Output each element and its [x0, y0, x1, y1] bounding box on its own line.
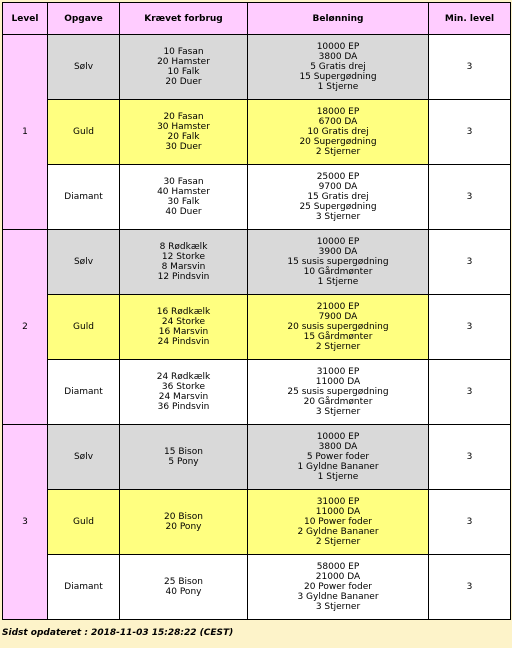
- reward-item: 31000 EP: [316, 497, 360, 507]
- reward-item: 6700 DA: [318, 117, 358, 127]
- min-level-cell: 3: [429, 555, 511, 620]
- reward-cell: [248, 490, 429, 555]
- reward-item: 15 Gårdmønter: [303, 332, 373, 342]
- reward-cell: [248, 35, 429, 100]
- table-row: [3, 35, 511, 100]
- header-belonning: Belønning: [248, 3, 429, 35]
- min-level-cell: 3: [429, 230, 511, 295]
- reward-item: 25000 EP: [316, 172, 360, 182]
- reward-item: 15 susis supergødning: [287, 257, 389, 267]
- min-level-cell: 3: [429, 425, 511, 490]
- table-row: [3, 360, 511, 425]
- reward-item: 3 Stjerner: [315, 407, 361, 417]
- reward-item: 3 Stjerner: [315, 602, 361, 612]
- reward-item: 15 Gratis drej: [307, 192, 369, 202]
- table-row: [3, 165, 511, 230]
- required-cell: [120, 165, 248, 230]
- required-item: 30 Hamster: [157, 122, 210, 132]
- level-cell: 2: [3, 230, 48, 425]
- required-item: 30 Falk: [167, 197, 200, 207]
- reward-item: 10 Gratis drej: [307, 127, 369, 137]
- required-item: 24 Pindsvin: [157, 337, 210, 347]
- required-item: 30 Duer: [165, 142, 202, 152]
- required-item: 5 Pony: [168, 457, 199, 467]
- task-cell: Diamant: [48, 165, 120, 230]
- table-row: [3, 295, 511, 360]
- required-item: 24 Storke: [161, 317, 206, 327]
- reward-cell: [248, 555, 429, 620]
- required-item: 20 Duer: [165, 77, 202, 87]
- required-cell: [120, 35, 248, 100]
- reward-item: 20 susis supergødning: [287, 322, 389, 332]
- required-cell: [120, 360, 248, 425]
- required-item: 20 Hamster: [157, 57, 210, 67]
- rewards-table: [2, 2, 511, 620]
- reward-item: 3 Gyldne Bananer: [297, 592, 379, 602]
- reward-item: 5 Power foder: [306, 452, 370, 462]
- required-item: 20 Falk: [167, 132, 200, 142]
- min-level-cell: 3: [429, 35, 511, 100]
- required-item: 36 Pindsvin: [157, 402, 210, 412]
- required-item: 15 Bison: [164, 447, 203, 457]
- header-level: Level: [3, 3, 48, 35]
- required-item: 40 Hamster: [157, 187, 210, 197]
- required-item: 20 Pony: [165, 522, 202, 532]
- reward-item: 10 Gårdmønter: [303, 267, 373, 277]
- required-item: 16 Marsvin: [158, 327, 209, 337]
- reward-item: 31000 EP: [316, 367, 360, 377]
- required-item: 25 Bison: [164, 577, 203, 587]
- required-cell: [120, 100, 248, 165]
- reward-item: 1 Stjerne: [317, 82, 359, 92]
- reward-item: 21000 EP: [316, 302, 360, 312]
- header-minlevel: Min. level: [429, 3, 511, 35]
- reward-cell: [248, 295, 429, 360]
- reward-cell: [248, 360, 429, 425]
- required-item: 24 Rødkælk: [156, 372, 211, 382]
- reward-item: 20 Power foder: [303, 582, 372, 592]
- reward-item: 15 Supergødning: [299, 72, 377, 82]
- reward-item: 3 Stjerner: [315, 212, 361, 222]
- task-cell: Diamant: [48, 360, 120, 425]
- last-updated: Sidst opdateret : 2018-11-03 15:28:22 (CEST): [2, 628, 234, 638]
- required-cell: [120, 230, 248, 295]
- required-item: 20 Bison: [164, 512, 203, 522]
- reward-item: 2 Gyldne Bananer: [297, 527, 379, 537]
- reward-item: 2 Stjerner: [315, 147, 361, 157]
- reward-item: 1 Stjerne: [317, 277, 359, 287]
- required-cell: [120, 555, 248, 620]
- reward-item: 1 Gyldne Bananer: [297, 462, 379, 472]
- min-level-cell: 3: [429, 490, 511, 555]
- min-level-cell: 3: [429, 360, 511, 425]
- task-cell: Guld: [48, 100, 120, 165]
- table-body: [3, 35, 511, 620]
- task-cell: Sølv: [48, 425, 120, 490]
- required-item: 40 Duer: [165, 207, 202, 217]
- reward-item: 10000 EP: [316, 432, 360, 442]
- min-level-cell: 3: [429, 100, 511, 165]
- level-cell: 1: [3, 35, 48, 230]
- required-item: 24 Marsvin: [158, 392, 209, 402]
- reward-cell: [248, 165, 429, 230]
- reward-item: 11000 DA: [315, 507, 361, 517]
- reward-item: 10000 EP: [316, 237, 360, 247]
- reward-item: 25 Supergødning: [299, 202, 377, 212]
- reward-item: 20 Supergødning: [299, 137, 377, 147]
- required-cell: [120, 490, 248, 555]
- table-row: [3, 230, 511, 295]
- reward-item: 3800 DA: [318, 442, 358, 452]
- required-item: 36 Storke: [161, 382, 206, 392]
- reward-item: 21000 DA: [315, 572, 361, 582]
- required-item: 20 Fasan: [163, 112, 204, 122]
- min-level-cell: 3: [429, 165, 511, 230]
- task-cell: Guld: [48, 490, 120, 555]
- reward-item: 3800 DA: [318, 52, 358, 62]
- table-row: [3, 555, 511, 620]
- reward-item: 10 Power foder: [303, 517, 372, 527]
- reward-item: 2 Stjerner: [315, 537, 361, 547]
- required-item: 8 Rødkælk: [159, 242, 208, 252]
- reward-item: 7900 DA: [318, 312, 358, 322]
- reward-item: 9700 DA: [318, 182, 358, 192]
- table-row: [3, 425, 511, 490]
- reward-item: 2 Stjerner: [315, 342, 361, 352]
- required-item: 12 Storke: [161, 252, 206, 262]
- task-cell: Guld: [48, 295, 120, 360]
- task-cell: Sølv: [48, 35, 120, 100]
- reward-cell: [248, 425, 429, 490]
- header-forbrug: Krævet forbrug: [120, 3, 248, 35]
- reward-cell: [248, 100, 429, 165]
- reward-item: 58000 EP: [316, 562, 360, 572]
- task-cell: Diamant: [48, 555, 120, 620]
- reward-item: 1 Stjerne: [317, 472, 359, 482]
- level-cell: 3: [3, 425, 48, 620]
- required-item: 30 Fasan: [163, 177, 204, 187]
- required-item: 12 Pindsvin: [157, 272, 210, 282]
- required-cell: [120, 425, 248, 490]
- reward-item: 18000 EP: [316, 107, 360, 117]
- required-item: 40 Pony: [165, 587, 202, 597]
- reward-item: 10000 EP: [316, 42, 360, 52]
- reward-item: 20 Gårdmønter: [303, 397, 373, 407]
- table-row: [3, 100, 511, 165]
- reward-item: 11000 DA: [315, 377, 361, 387]
- min-level-cell: 3: [429, 295, 511, 360]
- required-item: 16 Rødkælk: [156, 307, 211, 317]
- required-item: 10 Falk: [167, 67, 200, 77]
- required-cell: [120, 295, 248, 360]
- table-row: [3, 490, 511, 555]
- header-opgave: Opgave: [48, 3, 120, 35]
- reward-item: 5 Gratis drej: [310, 62, 366, 72]
- required-item: 10 Fasan: [163, 47, 204, 57]
- reward-item: 25 susis supergødning: [287, 387, 389, 397]
- reward-item: 3900 DA: [318, 247, 358, 257]
- task-cell: Sølv: [48, 230, 120, 295]
- reward-cell: [248, 230, 429, 295]
- required-item: 8 Marsvin: [161, 262, 206, 272]
